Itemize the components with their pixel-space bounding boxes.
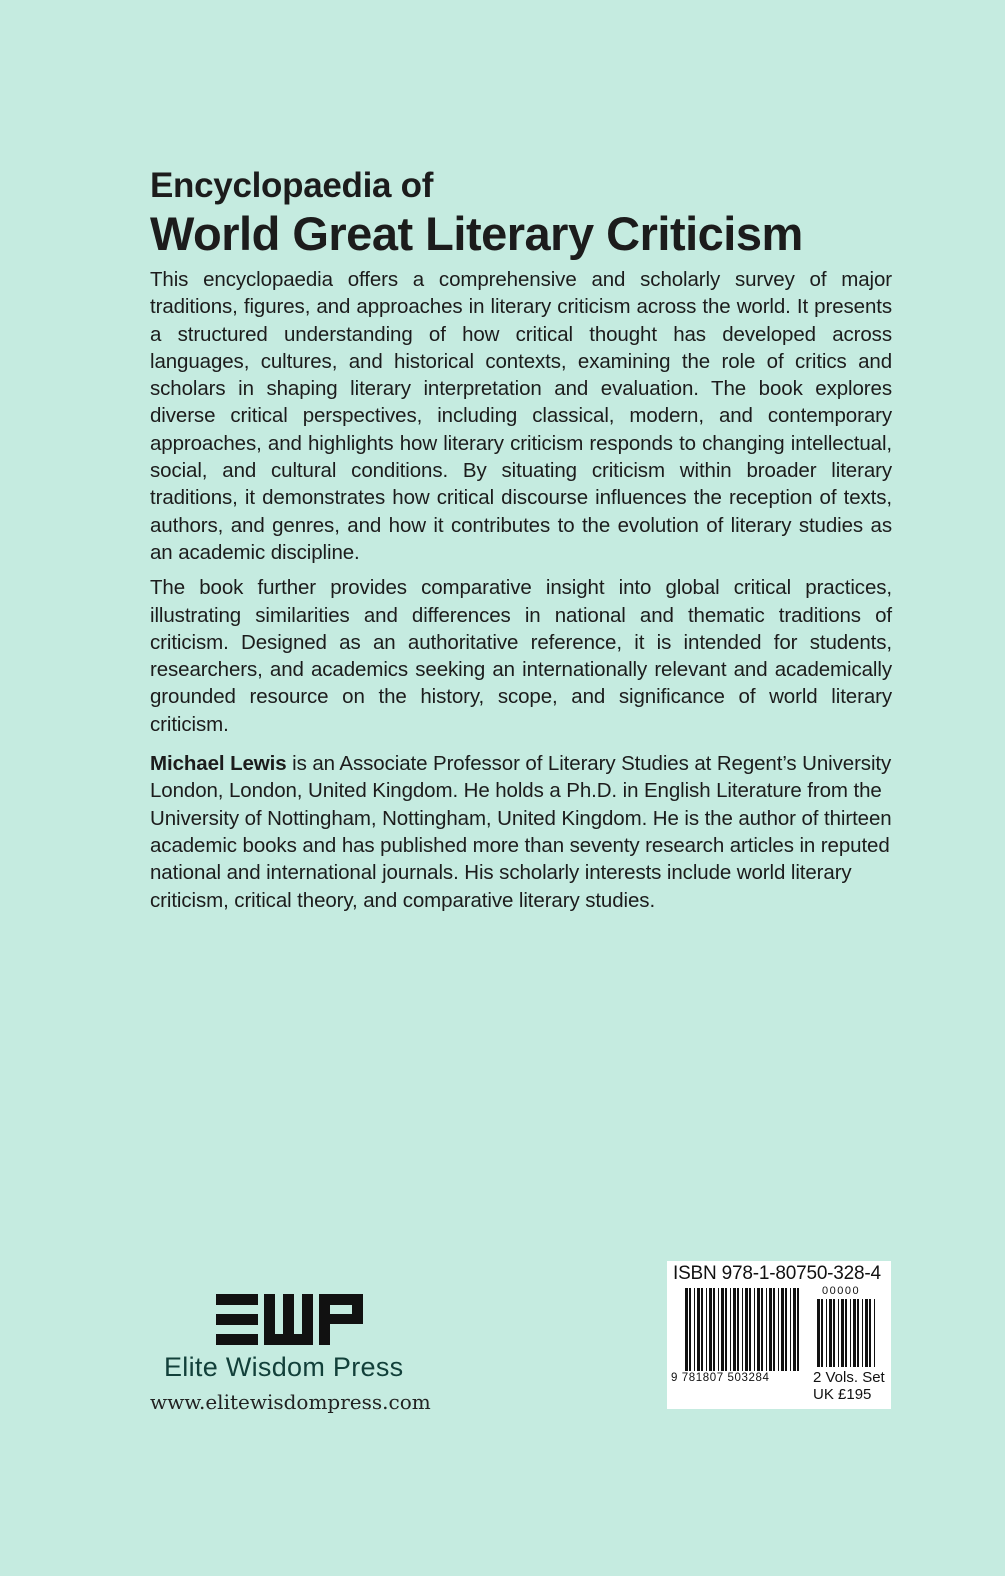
set-and-price: [807, 1369, 885, 1403]
description-paragraph-2: The book further provides comparative insight into global critical practices, illustrating similarities and differences in national and thematic traditions of criticism. Designed as an authoritative reference, it is intended for students, researchers, and academics seeking an internationally relevant and academically grounded resource on the history, scope, and significance of world literary criticism.: [150, 576, 892, 736]
back-cover-content: [150, 164, 892, 914]
book-title: World Great Literary Criticism: [150, 207, 803, 260]
publisher-url: www.elitewisdompress.com: [150, 1390, 431, 1414]
isbn-number: ISBN 978-1-80750-328-4: [673, 1263, 881, 1284]
book-subtitle: Encyclopaedia of: [150, 166, 434, 205]
barcode-digits: 9 781807 503284: [671, 1372, 770, 1384]
publisher-name: Elite Wisdom Press: [164, 1352, 404, 1382]
description-paragraph-1: This encyclopaedia offers a comprehensive and scholarly survey of major traditions, figures, and approaches in literary criticism across the world. It presents a structured understanding of how critical thought has developed across languages, cultures, and historical contexts, examining the role of critics and scholars in shaping literary interpretation and evaluation. The book explores diverse critical perspectives, including classical, modern, and contemporary approaches, and highlights how literary criticism responds to changing intellectual, social, and cultural conditions. By situating criticism within broader literary traditions, it demonstrates how critical discourse influences the reception of texts, authors, and genres, and how it contributes to the evolution of literary studies as an academic discipline.: [150, 268, 892, 564]
author-name: Michael Lewis: [150, 752, 287, 776]
set-info: 2 Vols. Set: [813, 1369, 885, 1386]
barcode-add-on-digits: 00000: [822, 1285, 861, 1297]
author-bio: [150, 750, 892, 914]
price: UK £195: [813, 1386, 872, 1403]
isbn-barcode: [667, 1261, 891, 1409]
ewp-logo-icon: [216, 1292, 364, 1346]
author-bio-text: is an Associate Professor of Literary Studies at Regent’s University London, London, United Kingdom. He holds a Ph.D. in English Literature from the University of Nottingham, Nottingham, United Kingdom. He is the author of thirteen academic books and has published more than seventy research articles in reputed national and international journals. His scholarly interests include world literary criticism, critical theory, and comparative literary studies.: [150, 752, 892, 912]
